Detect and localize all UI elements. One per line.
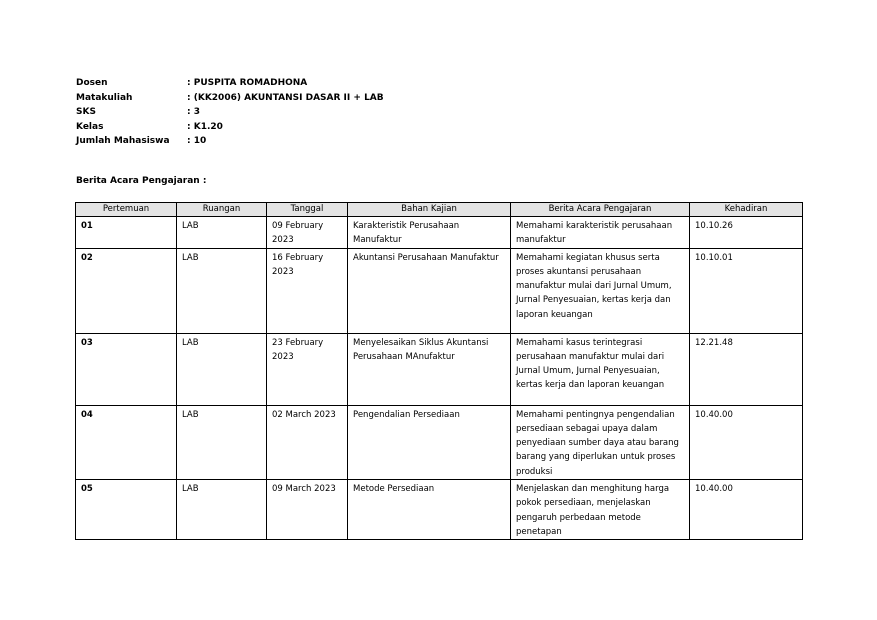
table-header-row	[76, 203, 803, 217]
cell-berita-acara: Memahami kasus terintegrasi perusahaan manufaktur mulai dari Jurnal Umum, Jurnal Penyesuaian, kertas kerja dan laporan keuangan	[511, 333, 690, 405]
cell-pertemuan: 03	[76, 333, 177, 405]
cell-bahan-kajian: Akuntansi Perusahaan Manufaktur	[348, 248, 511, 333]
cell-pertemuan: 05	[76, 480, 177, 540]
cell-tanggal: 16 February 2023	[267, 248, 348, 333]
cell-berita-acara: Memahami pentingnya pengendalian persediaan sebagai upaya dalam penyediaan sumber daya atau barang barang yang diperlukan untuk proses produksi	[511, 405, 690, 479]
column-header-pertemuan: Pertemuan	[76, 203, 177, 217]
cell-bahan-kajian: Menyelesaikan Siklus Akuntansi Perusahaan MAnufaktur	[348, 333, 511, 405]
table-row	[76, 405, 803, 479]
cell-berita-acara: Menjelaskan dan menghitung harga pokok persediaan, menjelaskan pengaruh perbedaan metode penetapan	[511, 480, 690, 540]
cell-bahan-kajian: Pengendalian Persediaan	[348, 405, 511, 479]
cell-berita-acara: Memahami kegiatan khusus serta proses akuntansi perusahaan manufaktur mulai dari Jurnal Umum, Jurnal Penyesuaian, kertas kerja dan laporan keuangan	[511, 248, 690, 333]
cell-tanggal: 09 February 2023	[267, 217, 348, 249]
cell-tanggal: 23 February 2023	[267, 333, 348, 405]
cell-ruangan: LAB	[177, 333, 267, 405]
column-header-berita-acara: Berita Acara Pengajaran	[511, 203, 690, 217]
cell-kehadiran: 10.40.00	[690, 480, 803, 540]
cell-bahan-kajian: Metode Persediaan	[348, 480, 511, 540]
dosen-row	[76, 76, 384, 91]
jumlah-mahasiswa-label: Jumlah Mahasiswa	[76, 136, 170, 146]
cell-tanggal: 02 March 2023	[267, 405, 348, 479]
sks-row	[76, 105, 384, 120]
cell-tanggal: 09 March 2023	[267, 480, 348, 540]
cell-pertemuan: 04	[76, 405, 177, 479]
cell-pertemuan: 01	[76, 217, 177, 249]
table-row	[76, 248, 803, 333]
cell-bahan-kajian: Karakteristik Perusahaan Manufaktur	[348, 217, 511, 249]
table-row	[76, 480, 803, 540]
jumlah-mahasiswa-value: : 10	[187, 136, 207, 146]
cell-ruangan: LAB	[177, 405, 267, 479]
column-header-tanggal: Tanggal	[267, 203, 348, 217]
column-header-ruangan: Ruangan	[177, 203, 267, 217]
cell-kehadiran: 10.10.26	[690, 217, 803, 249]
course-info	[76, 76, 384, 149]
berita-acara-table	[75, 202, 803, 540]
cell-kehadiran: 12.21.48	[690, 333, 803, 405]
table-row	[76, 333, 803, 405]
jumlah-mahasiswa-row	[76, 134, 384, 149]
cell-ruangan: LAB	[177, 248, 267, 333]
table-row	[76, 217, 803, 249]
cell-ruangan: LAB	[177, 217, 267, 249]
sks-value: : 3	[187, 107, 200, 117]
kelas-label: Kelas	[76, 121, 104, 132]
kelas-value: : K1.20	[187, 121, 223, 132]
cell-berita-acara: Memahami karakteristik perusahaan manufaktur	[511, 217, 690, 249]
dosen-value: : PUSPITA ROMADHONA	[187, 78, 308, 88]
kelas-row	[76, 120, 384, 135]
cell-kehadiran: 10.40.00	[690, 405, 803, 479]
matakuliah-label: Matakuliah	[76, 92, 133, 103]
matakuliah-value: : (KK2006) AKUNTANSI DASAR II + LAB	[187, 92, 384, 103]
cell-kehadiran: 10.10.01	[690, 248, 803, 333]
sks-label: SKS	[76, 107, 96, 117]
cell-ruangan: LAB	[177, 480, 267, 540]
section-title: Berita Acara Pengajaran :	[76, 176, 207, 186]
cell-pertemuan: 02	[76, 248, 177, 333]
dosen-label: Dosen	[76, 78, 108, 88]
matakuliah-row	[76, 91, 384, 106]
column-header-bahan-kajian: Bahan Kajian	[348, 203, 511, 217]
column-header-kehadiran: Kehadiran	[690, 203, 803, 217]
